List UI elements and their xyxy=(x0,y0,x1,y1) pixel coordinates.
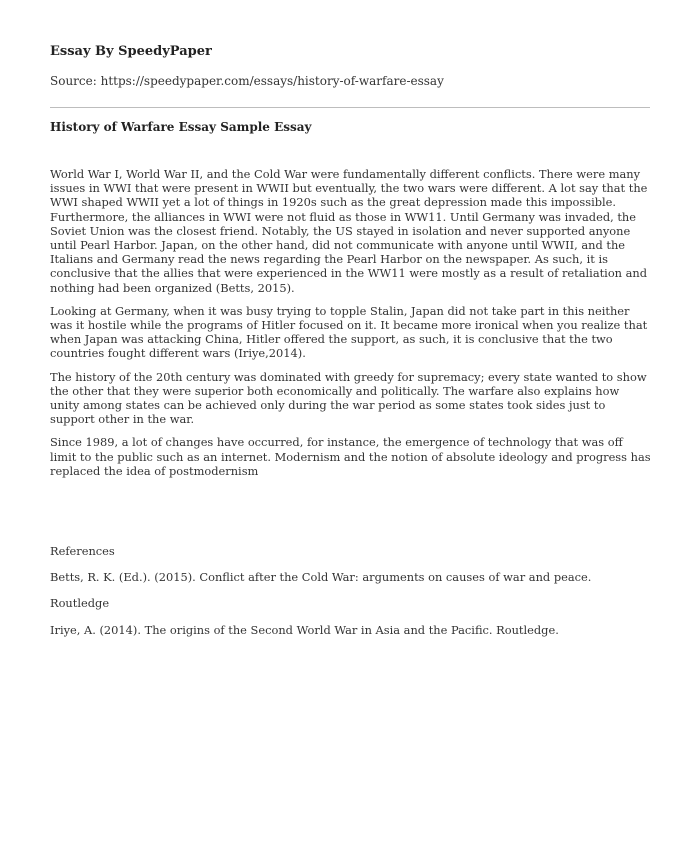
reference-item: Iriye, A. (2014). The origins of the Second World War in Asia and the Pacific. Routledge. xyxy=(50,622,559,637)
paragraph: World War I, World War II, and the Cold War were fundamentally different conflicts. There were many issues in WWI that were present in WWII but eventually, the two wars were different. A lot say that the WWI shaped WWII yet a lot of things in 1920s such as the great depression made this impossible. Furthermore, the alliances in WWI were not fluid as those in WW11. Until Germany was invaded, the Soviet Union was the closest friend. Notably, the US stayed in isolation and never supported anyone until Pearl Harbor. Japan, on the other hand, did not communicate with anyone until WWII, and the Italians and Germany read the news regarding the Pearl Harbor on the newspaper. As such, it is conclusive that the allies that were experienced in the WW11 were mostly as a result of retaliation and nothing had been organized (Betts, 2015). xyxy=(50,167,648,295)
reference-item: Routledge xyxy=(50,596,110,611)
paragraph: Looking at Germany, when it was busy trying to topple Stalin, Japan did not take part in this neither was it hostile while the programs of Hitler focused on it. It became more ironical when you realize that when Japan was attacking China, Hitler offered the support, as such, it is conclusive that the two countries fought different wars (Iriye,2014). xyxy=(50,303,648,361)
header-title: Essay By SpeedyPaper xyxy=(50,44,212,59)
essay-body xyxy=(50,167,652,487)
paragraph: The history of the 20th century was dominated with greedy for supremacy; every state wanted to show the other that they were superior both economically and politically. The warfare also explains how unity among states can be achieved only during the war period as some states took sides just to support other in the war. xyxy=(50,369,647,427)
reference-item: Betts, R. K. (Ed.). (2015). Conflict after the Cold War: arguments on causes of war and peace. xyxy=(50,570,592,585)
header-divider xyxy=(50,107,650,108)
references-heading: References xyxy=(50,544,115,558)
header-source: Source: https://speedypaper.com/essays/history-of-warfare-essay xyxy=(50,74,444,88)
paragraph: Since 1989, a lot of changes have occurred, for instance, the emergence of technology that was off limit to the public such as an internet. Modernism and the notion of absolute ideology and progress has replaced the idea of postmodernism xyxy=(50,435,651,478)
document-title: History of Warfare Essay Sample Essay xyxy=(50,120,312,134)
references-section xyxy=(50,544,650,649)
